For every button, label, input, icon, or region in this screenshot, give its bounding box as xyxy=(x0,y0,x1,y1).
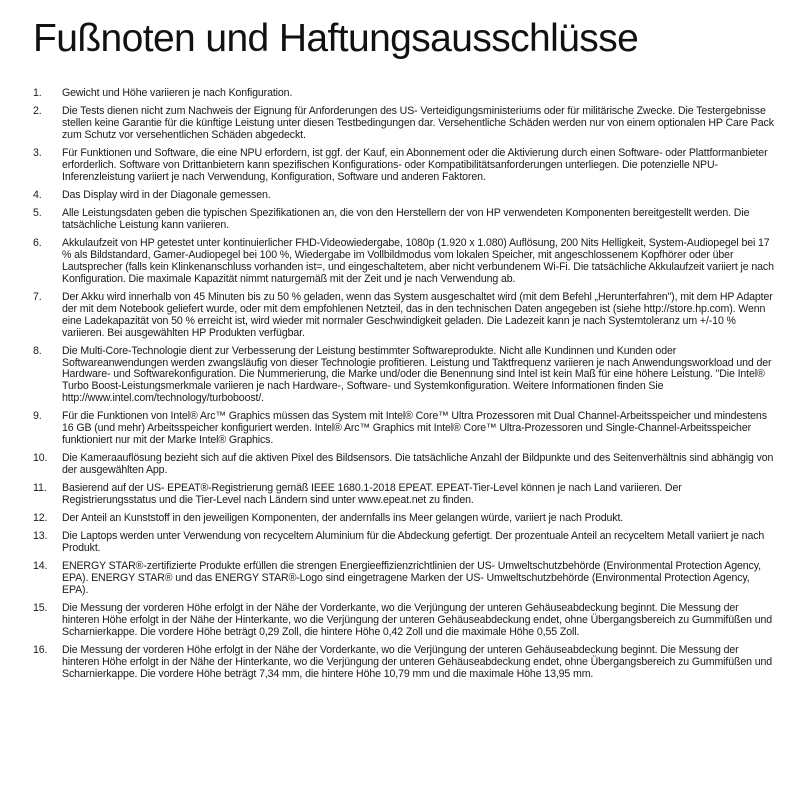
footnote-text: Akkulaufzeit von HP getestet unter kontinuierlicher FHD-Videowiedergabe, 1080p (1.920 x 1.080) Auflösung, 200 Nits Helligkeit, System-Audiopegel bei 17 % als Bildstandard, Gamer-Audiopegel bei 100 %, Wiedergabe im Vollbildmodus vom lokalen Speicher, mit angeschlossenem Kopfhörer oder über Lautsprecher (falls kein Klinkenanschluss vorhanden ist=, und eingeschaltetem, aber nicht verbundenem Wi-Fi. Die tatsächliche Akkulaufzeit variiert je nach Konfiguration. Die maximale Kapazität nimmt naturgemäß mit der Zeit und je nach Verwendung ab. xyxy=(62,237,774,285)
footnote-text: Die Tests dienen nicht zum Nachweis der Eignung für Anforderungen des US- Verteidigungsministeriums oder für militärische Zwecke. Die Testergebnisse stellen keine Garantie für die künftige Leistung unter diesen Testbedingungen dar. Versehentliche Schäden werden nur von einem optionalen HP Care Pack zum Schutz vor versehentlichen Schäden abgedeckt. xyxy=(62,105,774,141)
footnote-number: 14. xyxy=(33,560,48,573)
footnote-number: 8. xyxy=(33,344,42,357)
footnote-number: 11. xyxy=(33,482,47,495)
footnote-number: 10. xyxy=(33,452,48,465)
footnote-number: 13. xyxy=(33,530,48,543)
footnote-text: Für Funktionen und Software, die eine NPU erfordern, ist ggf. der Kauf, ein Abonnement oder die Aktivierung durch einen Software- oder Plattformanbieter erforderlich. Software von Drittanbietern kann spezifischen Konfigurations- oder Kompatibilitätsanforderungen unterliegen. Die potenzielle NPU-Inferenzleistung variiert je nach Verwendung, Konfiguration, Software und anderen Faktoren. xyxy=(62,147,768,183)
footnote-item xyxy=(0,190,800,202)
footnote-item xyxy=(0,531,800,555)
footnote-number: 9. xyxy=(33,410,42,423)
footnote-text: Der Anteil an Kunststoff in den jeweiligen Komponenten, der andernfalls ins Meer gelangen würde, variiert je nach Produkt. xyxy=(62,512,624,525)
footnote-number: 7. xyxy=(33,290,42,303)
footnote-item xyxy=(0,208,800,232)
footnote-text: Die Kameraauflösung bezieht sich auf die aktiven Pixel des Bildsensors. Die tatsächliche Anzahl der Bildpunkte und des Seitenverhältnis sind abhängig von der ausgewählten App. xyxy=(62,452,774,477)
footnote-item xyxy=(0,411,800,447)
footnote-number: 5. xyxy=(33,207,42,219)
footnote-text: Das Display wird in der Diagonale gemessen. xyxy=(62,188,271,201)
footnote-text: Für die Funktionen von Intel® Arc™ Graphics müssen das System mit Intel® Core™ Ultra Prozessoren mit Dual Channel-Arbeitsspeicher und mindestens 16 GB (und mehr) Arbeitsspeicher konfiguriert werden. Intel® Arc™ Graphics mit Intel® Core™ Ultra-Prozessoren und Single-Channel-Arbeitsspeicher funktioniert nur mit der Marke Intel® Graphics. xyxy=(62,410,767,447)
footnote-text: Die Messung der vorderen Höhe erfolgt in der Nähe der Vorderkante, wo die Verjüngung der unteren Gehäuseabdeckung beginnt. Die Messung der hinteren Höhe erfolgt in der Nähe der Hinterkante, wo die Verjüngung der unteren Gehäuseabdeckung endet, ohne Übergangsbereich zu Gummifüßen und Scharnierkappe. Die vordere Höhe beträgt 7,34 mm, die hintere Höhe 10,79 mm und die maximale Höhe 13,95 mm. xyxy=(62,644,773,680)
footnote-text: Die Laptops werden unter Verwendung von recyceltem Aluminium für die Abdeckung gefertigt. Der prozentuale Anteil an recyceltem Metall variiert je nach Produkt. xyxy=(62,530,765,555)
footnote-text: Die Multi-Core-Technologie dient zur Verbesserung der Leistung bestimmter Softwareprodukte. Nicht alle Kundinnen und Kunden oder Softwareanwendungen werden zwangsläufig von dieser Technologie profitieren. Leistung und Taktfrequenz variieren je nach Anwendungsworkload und der Hardware- und Softwarekonfiguration. Die Nummerierung, die Marke und/oder die Benennung sind Intel ist kein Maß für eine höhere Leistung. "Die Intel® Turbo Boost-Leistungsmerkmale variieren je nach Hardware-, Software- und Systemkonfiguration. Weitere Informationen finden Sie http://www.intel.com/technology/turboboost/. xyxy=(62,344,772,405)
footnote-text: Die Messung der vorderen Höhe erfolgt in der Nähe der Vorderkante, wo die Verjüngung der unteren Gehäuseabdeckung beginnt. Die Messung der hinteren Höhe erfolgt in der Nähe der Hinterkante, wo die Verjüngung der unteren Gehäuseabdeckung endet, ohne Übergangsbereich zu Gummifüßen und Scharnierkappe. Die vordere Höhe beträgt 0,29 Zoll, die hintere Höhe 0,42 Zoll und die maximale Höhe 0,55 Zoll. xyxy=(62,602,773,639)
footnote-number: 2. xyxy=(33,105,42,118)
footnote-number: 6. xyxy=(33,237,42,249)
footnote-text: Der Akku wird innerhalb von 45 Minuten bis zu 50 % geladen, wenn das System ausgeschaltet wird (mit dem Befehl „Herunterfahren"), mit dem HP Adapter der mit dem Notebook geliefert wurde, oder mit dem empfohlenen Netzteil, das in den technischen Daten angegeben ist (siehe http://store.hp.com). Wenn eine Ladekapazität von 50 % erreicht ist, wird wieder mit normaler Geschwindigkeit geladen. Die Ladezeit kann je nach Systemtoleranz um +/-10 % variieren. Bei ausgewählten HP Produkten verfügbar. xyxy=(62,290,773,339)
footnote-number: 4. xyxy=(33,188,42,201)
footnote-item xyxy=(0,106,800,142)
footnote-item xyxy=(0,148,800,184)
footnote-item xyxy=(0,645,800,681)
footnote-item xyxy=(0,561,800,597)
footnote-text: Basierend auf der US- EPEAT®-Registrierung gemäß IEEE 1680.1-2018 EPEAT. EPEAT-Tier-Level können je nach Land variieren. Der Registrierungsstatus und die Tier-Level nach Ländern sind unter www.epeat.net zu finden. xyxy=(62,482,682,507)
footnote-item xyxy=(0,513,800,525)
page-title: Fußnoten und Haftungsausschlüsse xyxy=(33,17,639,60)
footnote-item xyxy=(0,346,800,406)
footnote-number: 1. xyxy=(33,87,42,99)
footnote-number: 3. xyxy=(33,147,42,159)
footnote-item xyxy=(0,603,800,639)
footnote-item xyxy=(0,238,800,286)
footnote-text: ENERGY STAR®-zertifizierte Produkte erfüllen die strengen Energieeffizienzrichtlinien der US- Umweltschutzbehörde (Environmental Protection Agency, EPA). ENERGY STAR® und das ENERGY STAR®-Logo sind eingetragene Marken der US- Umweltschutzbehörde (Environmental Protection Agency, EPA). xyxy=(62,560,761,597)
footnote-item xyxy=(0,292,800,340)
footnote-number: 16. xyxy=(33,644,48,657)
footnote-item xyxy=(0,453,800,477)
footnote-number: 15. xyxy=(33,602,48,615)
footnote-number: 12. xyxy=(33,512,48,525)
footnote-text: Alle Leistungsdaten geben die typischen Spezifikationen an, die von den Herstellern der von HP verwendeten Komponenten bereitgestellt werden. Die tatsächliche Leistung kann variieren. xyxy=(62,207,750,231)
footnote-text: Gewicht und Höhe variieren je nach Konfiguration. xyxy=(62,87,293,99)
footnote-item xyxy=(0,88,800,100)
footnote-list xyxy=(0,88,800,687)
footnote-item xyxy=(0,483,800,507)
